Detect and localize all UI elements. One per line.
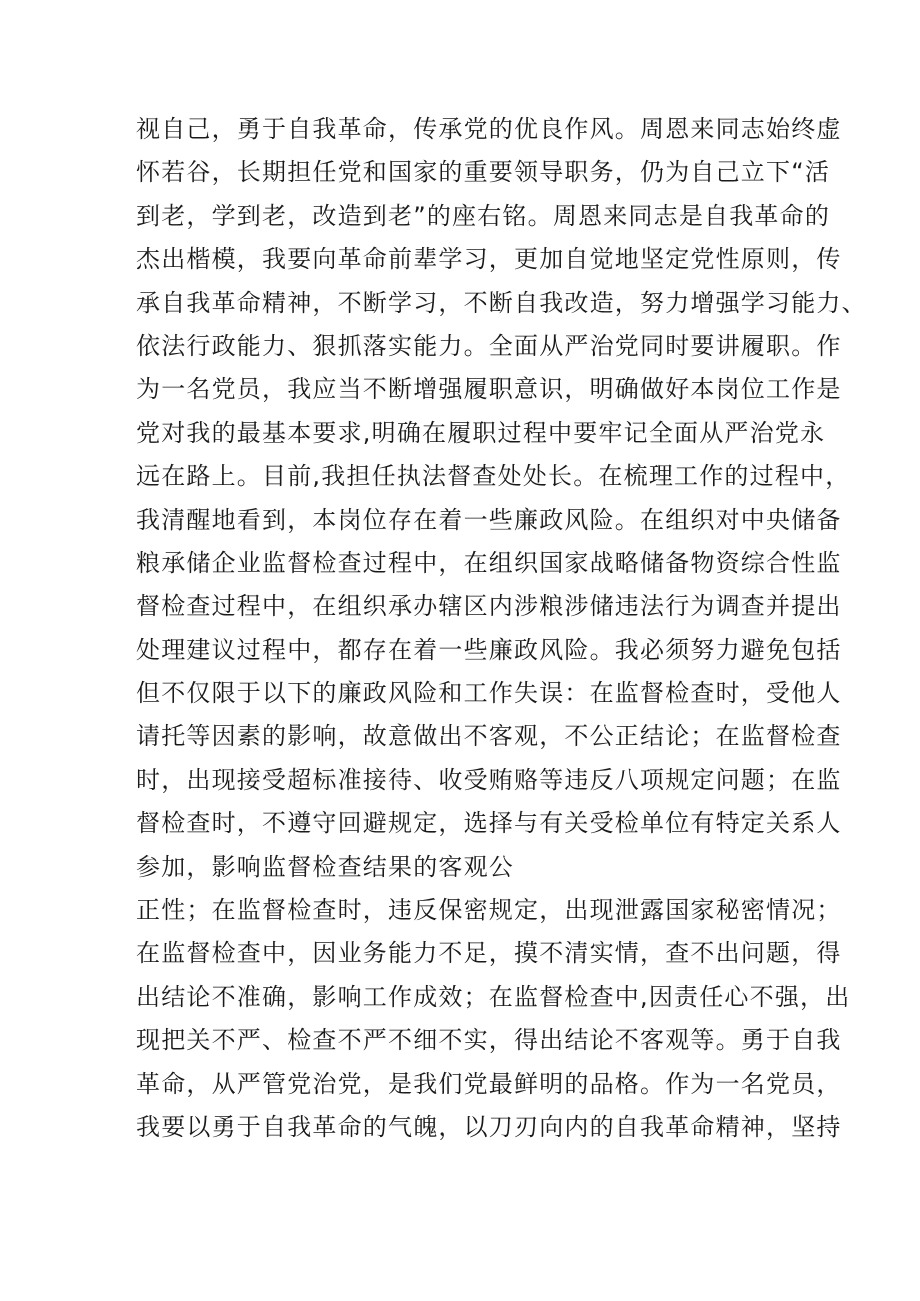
text-line: 正性；在监督检查时，违反保密规定，出现泄露国家秘密情况； [136,896,842,925]
text-line: 现把关不严、检查不严不细不实，得出结论不客观等。勇于自我 [136,1026,842,1055]
body-text [136,108,867,1149]
text-line: 到老，学到老，改造到老”的座右铭。周恩来同志是自我革命的 [136,201,831,230]
text-line: 处理建议过程中，都存在着一些廉政风险。我必须努力避免包括 [136,635,842,664]
text-line: 党对我的最基本要求,明确在履职过程中要牢记全面从严治党永 [136,418,826,447]
text-line: 在监督检查中，因业务能力不足，摸不清实情，查不出问题，得 [136,939,842,968]
text-line: 粮承储企业监督检查过程中，在组织国家战略储备物资综合性监 [136,548,842,577]
text-line: 督检查过程中，在组织承办辖区内涉粮涉储违法行为调查并提出 [136,592,842,621]
text-line: 时，出现接受超标准接待、收受贿赂等违反八项规定问题；在监 [136,765,842,794]
text-line: 我清醒地看到，本岗位存在着一些廉政风险。在组织对中央储备 [136,505,842,534]
text-line: 但不仅限于以下的廉政风险和工作失误：在监督检查时，受他人 [136,679,842,708]
text-line: 杰出楷模，我要向革命前辈学习，更加自觉地坚定党性原则，传 [136,245,842,274]
text-line: 怀若谷，长期担任党和国家的重要领导职务，仍为自己立下“活 [136,158,831,187]
text-line: 依法行政能力、狠抓落实能力。全面从严治党同时要讲履职。作 [136,331,842,360]
text-line: 承自我革命精神，不断学习，不断自我改造，努力增强学习能力、 [136,288,867,317]
text-line: 出结论不准确，影响工作成效；在监督检查中,因责任心不强，出 [136,982,851,1011]
text-line: 为一名党员，我应当不断增强履职意识，明确做好本岗位工作是 [136,375,842,404]
text-line: 督检查时，不遵守回避规定，选择与有关受检单位有特定关系人 [136,809,842,838]
text-line: 我要以勇于自我革命的气魄，以刀刃向内的自我革命精神，坚持 [136,1112,842,1141]
text-line: 视自己，勇于自我革命，传承党的优良作风。周恩来同志始终虚 [136,115,842,143]
text-line: 请托等因素的影响，故意做出不客观，不公正结论；在监督检查 [136,722,842,751]
text-line: 远在路上。目前,我担任执法督查处处长。在梳理工作的过程中， [136,462,851,491]
text-line: 革命，从严管党治党，是我们党最鲜明的品格。作为一名党员， [136,1069,842,1098]
text-line: 参加，影响监督检查结果的客观公 [136,852,514,881]
